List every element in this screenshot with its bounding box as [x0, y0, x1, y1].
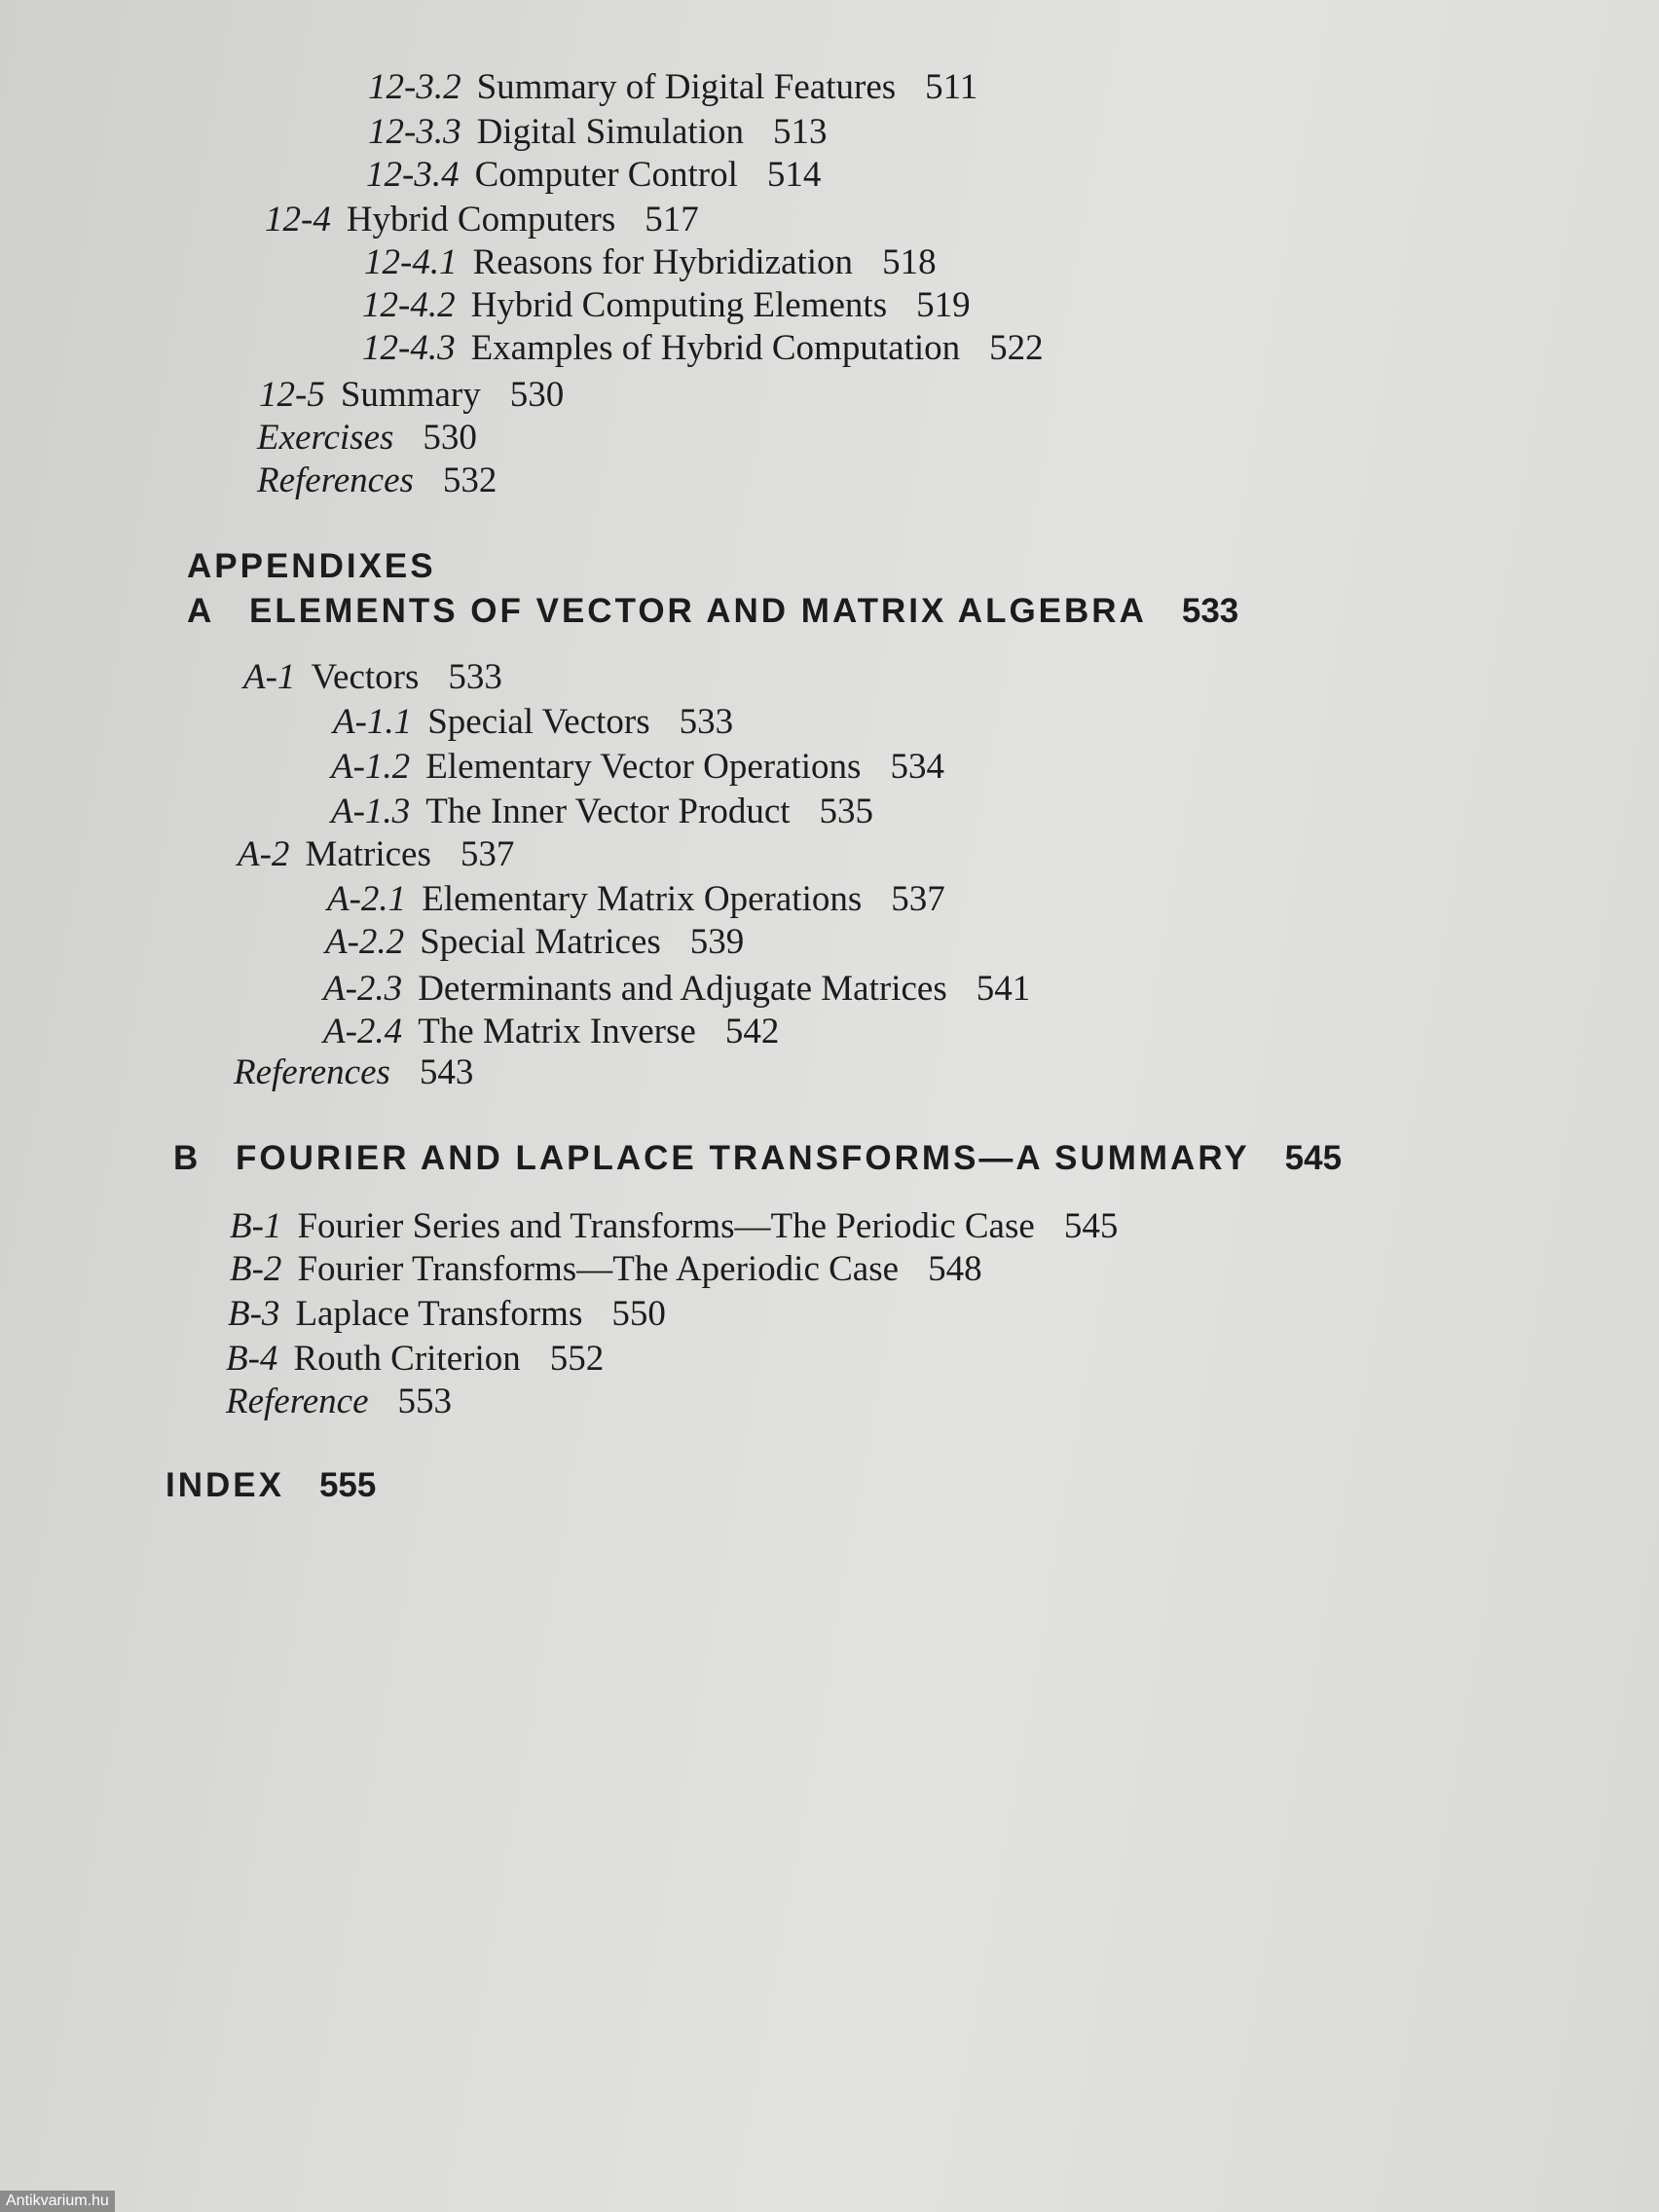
toc-entry-page: 530: [423, 418, 477, 458]
toc-entry: [368, 111, 828, 154]
toc-entry: [362, 284, 971, 327]
toc-entry-title: Matrices: [305, 834, 431, 874]
toc-entry-title: Laplace Transforms: [295, 1294, 583, 1334]
toc-entry: [331, 746, 944, 789]
toc-entry: [333, 701, 733, 744]
show-through-text: [604, 58, 1616, 2161]
toc-entry-number: Exercises: [257, 418, 394, 458]
toc-entry: [226, 1338, 604, 1381]
toc-entry: [331, 791, 873, 833]
watermark: Antikvarium.hu: [0, 2191, 115, 2212]
toc-entry-title: Computer Control: [474, 155, 738, 195]
toc-entry-title: The Inner Vector Product: [425, 792, 791, 831]
toc-entry-number: A-1.2: [331, 747, 411, 787]
toc-heading-title: APPENDIXES: [187, 547, 436, 585]
toc-entry-number: A-2.4: [323, 1012, 403, 1051]
toc-entry-number: 12-3.2: [368, 67, 461, 107]
toc-entry-title: Fourier Series and Transforms—The Periodic Case: [297, 1206, 1035, 1246]
toc-entry-page: 550: [611, 1294, 666, 1334]
toc-entry-number: 12-3.4: [366, 155, 460, 195]
toc-entry-page: 522: [989, 328, 1044, 368]
toc-entry-number: 12-3.3: [368, 112, 461, 152]
toc-entry-number: B-4: [226, 1339, 278, 1379]
toc-entry-page: 511: [925, 67, 978, 107]
toc-entry: [230, 1205, 1118, 1248]
toc-entry: [327, 878, 945, 921]
toc-entry-page: 545: [1063, 1206, 1119, 1246]
toc-entry-number: A-1.1: [333, 702, 413, 742]
toc-heading-page: 545: [1284, 1139, 1343, 1177]
toc-entry: [362, 327, 1044, 370]
toc-heading-title: ELEMENTS OF VECTOR AND MATRIX ALGEBRA: [249, 592, 1147, 630]
toc-entry-page: 539: [689, 922, 745, 962]
toc-entry-number: References: [234, 1052, 390, 1092]
toc-entry-page: 530: [509, 375, 565, 415]
toc-entry-number: 12-4.3: [362, 328, 456, 368]
toc-entry: [238, 833, 514, 876]
toc-entry-title: Reasons for Hybridization: [472, 242, 854, 282]
toc-entry-page: 513: [773, 112, 828, 152]
toc-heading-title: FOURIER AND LAPLACE TRANSFORMS—A SUMMARY: [236, 1139, 1250, 1177]
toc-entry-title: Examples of Hybrid Computation: [470, 328, 961, 368]
toc-entry-page: 532: [442, 461, 498, 500]
toc-entry: [364, 241, 937, 284]
toc-entry-number: A-2: [238, 834, 290, 874]
toc-entry: [259, 374, 564, 417]
toc-entry-number: 12-4.2: [362, 285, 456, 325]
toc-entry-number: A-2.3: [323, 969, 403, 1009]
toc-entry-number: 12-4.1: [364, 242, 458, 282]
toc-entry-number: 12-5: [259, 375, 325, 415]
toc-entry-page: 552: [549, 1339, 605, 1379]
toc-entry-page: 518: [882, 242, 937, 282]
toc-entry-number: B-1: [230, 1206, 282, 1246]
toc-heading: [187, 545, 436, 588]
toc-entry-title: Hybrid Computing Elements: [470, 285, 888, 325]
toc-entry-page: 534: [890, 747, 944, 787]
toc-entry: [243, 656, 502, 699]
toc-entry: [257, 417, 477, 460]
toc-entry-page: 517: [645, 200, 699, 240]
toc-entry-title: Summary of Digital Features: [476, 67, 897, 107]
toc-entry-title: The Matrix Inverse: [418, 1012, 696, 1051]
toc-entry: [228, 1293, 666, 1336]
toc-heading-letter: A: [187, 592, 215, 630]
toc-entry: [226, 1381, 452, 1423]
toc-entry-number: References: [257, 461, 414, 500]
toc-entry-title: Determinants and Adjugate Matrices: [418, 969, 947, 1009]
toc-heading: [166, 1464, 376, 1507]
toc-entry-number: A-2.2: [325, 922, 405, 962]
toc-entry-number: A-2.1: [327, 879, 407, 919]
toc-entry-number: A-1.3: [331, 792, 411, 831]
toc-entry-number: B-2: [230, 1249, 282, 1289]
toc-entry: [325, 921, 744, 964]
toc-entry-title: Elementary Vector Operations: [425, 747, 862, 787]
toc-heading-title: INDEX: [166, 1466, 284, 1504]
toc-heading: [187, 590, 1238, 633]
toc-entry: [368, 66, 977, 109]
toc-entry-page: 542: [724, 1012, 780, 1051]
toc-entry-title: Special Vectors: [427, 702, 650, 742]
toc-entry-number: B-3: [228, 1294, 280, 1334]
toc-entry: [323, 1011, 779, 1053]
toc-entry-title: Fourier Transforms—The Aperiodic Case: [297, 1249, 900, 1289]
toc-entry: [230, 1248, 982, 1291]
toc-entry-page: 514: [766, 155, 822, 195]
toc-entry-page: 519: [916, 285, 971, 325]
toc-entry-number: A-1: [243, 657, 296, 697]
toc-entry: [265, 199, 699, 241]
toc-heading: [173, 1137, 1342, 1180]
toc-entry-page: 537: [891, 879, 945, 919]
toc-heading-page: 533: [1181, 592, 1239, 630]
toc-heading-letter: B: [173, 1139, 202, 1177]
toc-entry-page: 535: [819, 792, 874, 831]
toc-entry: [366, 154, 821, 197]
toc-entry-page: 537: [460, 834, 515, 874]
toc-entry-title: Hybrid Computers: [346, 200, 616, 240]
toc-entry-number: Reference: [226, 1382, 369, 1421]
toc-entry-title: Digital Simulation: [476, 112, 744, 152]
toc-entry: [323, 968, 1030, 1011]
toc-entry-title: Routh Criterion: [293, 1339, 521, 1379]
toc-entry-page: 541: [976, 969, 1031, 1009]
toc-entry-page: 553: [397, 1382, 453, 1421]
toc-entry-title: Special Matrices: [420, 922, 661, 962]
toc-entry-page: 533: [679, 702, 734, 742]
toc-entry-page: 548: [928, 1249, 982, 1289]
toc-entry-page: 533: [448, 657, 502, 697]
toc-entry-title: Vectors: [311, 657, 420, 697]
toc-entry-title: Elementary Matrix Operations: [422, 879, 863, 919]
toc-entry: [257, 460, 497, 502]
toc-entry-page: 543: [419, 1052, 474, 1092]
toc-entry-number: 12-4: [265, 200, 331, 240]
toc-entry-title: Summary: [340, 375, 481, 415]
toc-heading-page: 555: [318, 1466, 377, 1504]
toc-entry: [234, 1051, 473, 1094]
